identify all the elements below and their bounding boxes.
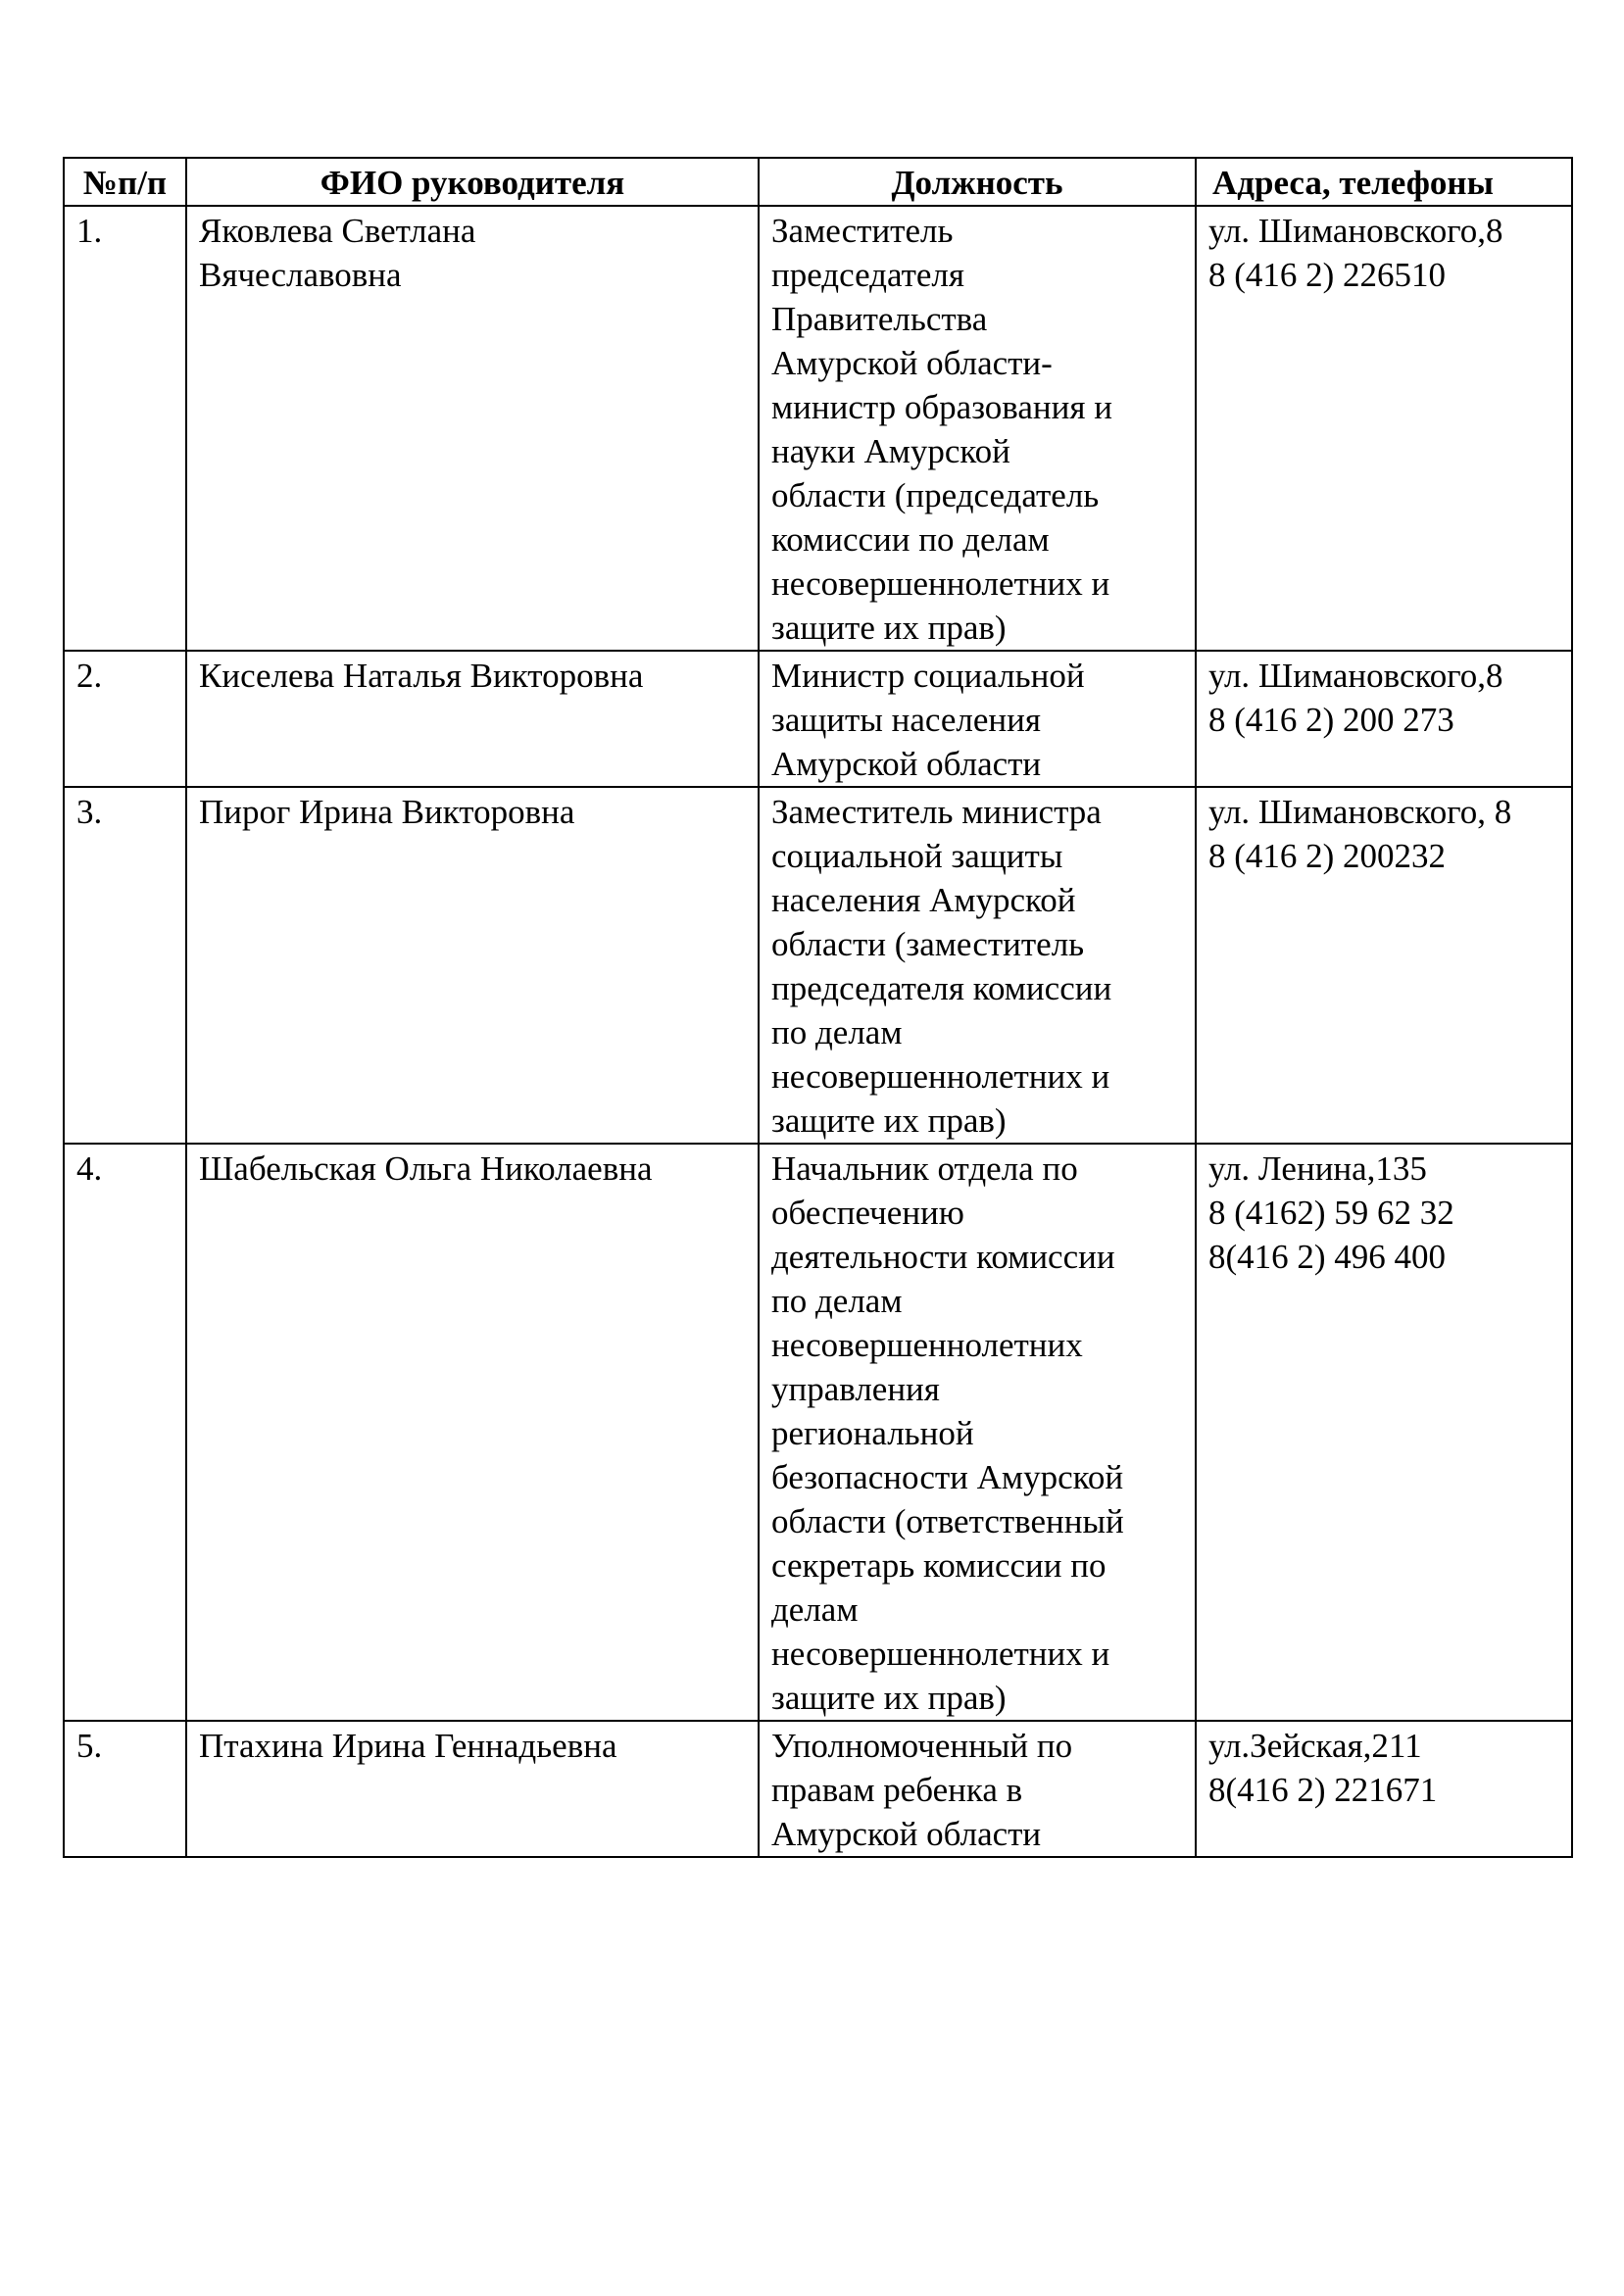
position-line: обеспечению [771, 1194, 964, 1232]
contacts-cell [1196, 1144, 1572, 1721]
contacts-line: ул. Ленина,135 [1208, 1149, 1427, 1188]
table-row [64, 206, 1572, 651]
position-line: несовершеннолетних и [771, 1635, 1110, 1673]
row-number: 4. [64, 1144, 186, 1721]
position-line: по делам [771, 1282, 903, 1320]
position-line: управления [771, 1370, 940, 1408]
full-name-line: Шабельская Ольга Николаевна [199, 1149, 653, 1188]
contacts-line: 8 (416 2) 200232 [1208, 837, 1447, 875]
table-header-row [64, 158, 1572, 206]
row-number: 1. [64, 206, 186, 651]
position-line: региональной [771, 1414, 974, 1452]
contacts-cell [1196, 206, 1572, 651]
position-line: по делам [771, 1013, 903, 1051]
position-line: деятельности комиссии [771, 1238, 1115, 1276]
position-line: защите их прав) [771, 1101, 1007, 1140]
full-name-line: Птахина Ирина Геннадьевна [199, 1727, 617, 1765]
contacts-cell [1196, 651, 1572, 787]
position-line: защите их прав) [771, 1679, 1007, 1717]
table-body [64, 206, 1572, 1857]
position-line: Уполномоченный по [771, 1727, 1073, 1765]
row-number: 2. [64, 651, 186, 787]
contacts-line: 8 (4162) 59 62 32 [1208, 1194, 1454, 1232]
position-line: Министр социальной [771, 657, 1085, 695]
full-name-cell [186, 206, 759, 651]
contacts-cell [1196, 1721, 1572, 1857]
position-line: Правительства [771, 300, 988, 338]
row-number: 3. [64, 787, 186, 1144]
position-line: области (председатель [771, 476, 1100, 514]
header-contacts: Адреса, телефоны [1196, 158, 1572, 206]
position-cell [759, 651, 1196, 787]
position-line: несовершеннолетних и [771, 1057, 1110, 1096]
contacts-line: ул. Шимановского,8 [1208, 657, 1503, 695]
table-row [64, 651, 1572, 787]
position-line: правам ребенка в [771, 1771, 1023, 1809]
position-cell [759, 1721, 1196, 1857]
contacts-line: ул.Зейская,211 [1208, 1727, 1422, 1765]
contacts-line: 8(416 2) 221671 [1208, 1771, 1438, 1809]
table-row [64, 787, 1572, 1144]
position-line: председателя комиссии [771, 969, 1112, 1007]
position-cell [759, 206, 1196, 651]
position-line: социальной защиты [771, 837, 1063, 875]
position-line: области (заместитель [771, 925, 1085, 963]
position-cell [759, 787, 1196, 1144]
position-line: Заместитель [771, 212, 954, 250]
contacts-line: ул. Шимановского, 8 [1208, 793, 1512, 831]
table-row [64, 1144, 1572, 1721]
position-line: Заместитель министра [771, 793, 1102, 831]
position-line: защиты населения [771, 701, 1041, 739]
position-line: несовершеннолетних и [771, 564, 1110, 603]
row-number: 5. [64, 1721, 186, 1857]
position-line: секретарь комиссии по [771, 1546, 1107, 1585]
contacts-line: 8 (416 2) 226510 [1208, 256, 1447, 294]
position-line: безопасности Амурской [771, 1458, 1124, 1496]
position-line: науки Амурской [771, 432, 1010, 470]
position-line: Амурской области [771, 1815, 1042, 1853]
contacts-line: 8(416 2) 496 400 [1208, 1238, 1447, 1276]
header-position: Должность [759, 158, 1196, 206]
full-name-cell [186, 651, 759, 787]
contacts-cell [1196, 787, 1572, 1144]
header-number: №п/п [64, 158, 186, 206]
position-line: комиссии по делам [771, 520, 1050, 559]
full-name-line: Киселева Наталья Викторовна [199, 657, 644, 695]
position-line: защите их прав) [771, 609, 1007, 647]
contacts-line: 8 (416 2) 200 273 [1208, 701, 1454, 739]
full-name-cell [186, 1721, 759, 1857]
position-line: несовершеннолетних [771, 1326, 1083, 1364]
position-line: населения Амурской [771, 881, 1076, 919]
position-line: Начальник отдела по [771, 1149, 1078, 1188]
position-line: делам [771, 1590, 859, 1629]
full-name-line: Пирог Ирина Викторовна [199, 793, 575, 831]
contacts-line: ул. Шимановского,8 [1208, 212, 1503, 250]
position-line: председателя [771, 256, 964, 294]
table-row [64, 1721, 1572, 1857]
contacts-table [63, 157, 1573, 1858]
full-name-line: Яковлева Светлана [199, 212, 476, 250]
full-name-cell [186, 787, 759, 1144]
full-name-cell [186, 1144, 759, 1721]
position-line: Амурской области [771, 745, 1042, 783]
position-line: области (ответственный [771, 1502, 1124, 1540]
position-cell [759, 1144, 1196, 1721]
position-line: министр образования и [771, 388, 1112, 426]
header-full-name: ФИО руководителя [186, 158, 759, 206]
position-line: Амурской области- [771, 344, 1053, 382]
full-name-line: Вячеславовна [199, 256, 402, 294]
